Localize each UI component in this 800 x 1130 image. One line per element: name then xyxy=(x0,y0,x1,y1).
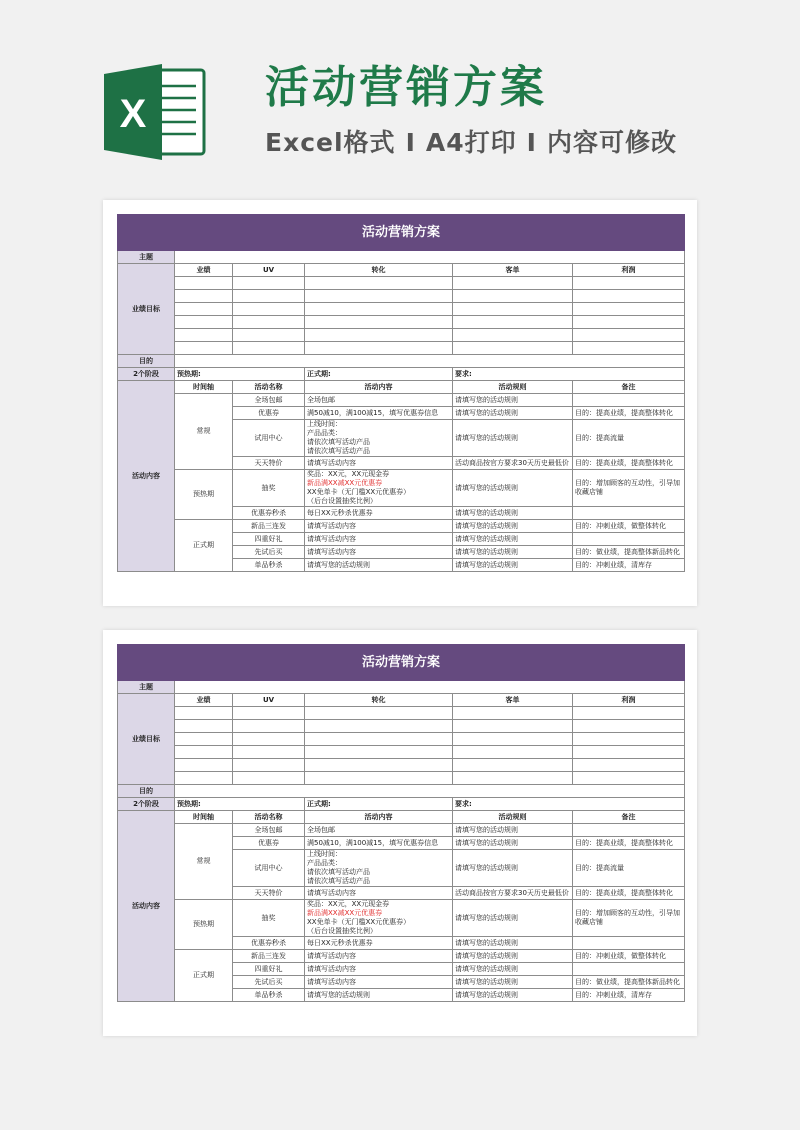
activity-content[interactable]: 满50减10，满100减15，填写优惠券信息 xyxy=(305,407,453,420)
sheet-title: 活动营销方案 xyxy=(118,215,685,251)
activity-name[interactable]: 四重好礼 xyxy=(233,533,305,546)
content-line-highlight: 新品满XX减XX元优惠券 xyxy=(307,479,383,487)
cell[interactable] xyxy=(573,746,685,759)
cell[interactable] xyxy=(453,303,573,316)
requirement-field[interactable]: 要求: xyxy=(453,798,685,811)
warmup-field[interactable]: 预热期: xyxy=(175,368,305,381)
cell[interactable] xyxy=(175,746,233,759)
cell[interactable] xyxy=(453,720,573,733)
purpose-label: 目的 xyxy=(118,785,175,798)
activity-name[interactable]: 先试后买 xyxy=(233,976,305,989)
perf-header: 客单 xyxy=(453,694,573,707)
content-label: 活动内容 xyxy=(118,381,175,572)
note-line: 目的：增加顾客的互动性，引导加 xyxy=(575,479,680,487)
requirement-field[interactable]: 要求: xyxy=(453,368,685,381)
activity-rule[interactable]: 请填写您的活动规则 xyxy=(453,950,573,963)
phase-cell: 正式期 xyxy=(175,520,233,572)
activity-content[interactable] xyxy=(305,850,453,887)
activity-rule[interactable]: 请填写您的活动规则 xyxy=(453,407,573,420)
activity-content[interactable]: 每日XX元秒杀优惠券 xyxy=(305,507,453,520)
content-header: 备注 xyxy=(573,811,685,824)
cell[interactable] xyxy=(175,342,233,355)
cell[interactable] xyxy=(573,772,685,785)
content-header: 活动内容 xyxy=(305,811,453,824)
cell[interactable] xyxy=(573,303,685,316)
perf-row xyxy=(118,290,685,303)
spreadsheet xyxy=(117,214,684,572)
content-header: 活动名称 xyxy=(233,811,305,824)
activity-name[interactable]: 先试后买 xyxy=(233,546,305,559)
theme-cell[interactable] xyxy=(175,251,685,264)
activity-note[interactable] xyxy=(573,470,685,507)
activity-name[interactable]: 单品秒杀 xyxy=(233,989,305,1002)
cell[interactable] xyxy=(175,720,233,733)
cell[interactable] xyxy=(573,316,685,329)
cell[interactable] xyxy=(573,329,685,342)
activity-name[interactable]: 抽奖 xyxy=(233,470,305,507)
cell[interactable] xyxy=(175,707,233,720)
cell[interactable] xyxy=(175,759,233,772)
cell[interactable] xyxy=(175,290,233,303)
activity-name[interactable]: 单品秒杀 xyxy=(233,559,305,572)
cell[interactable] xyxy=(175,329,233,342)
activity-note[interactable]: 目的：提高流量 xyxy=(573,850,685,887)
content-line: （后台设置抽奖比例） xyxy=(307,497,377,505)
activity-content[interactable]: 请填写活动内容 xyxy=(305,546,453,559)
perf-row xyxy=(118,720,685,733)
perf-row xyxy=(118,277,685,290)
activity-rule[interactable]: 请填写您的活动规则 xyxy=(453,837,573,850)
cell[interactable] xyxy=(305,290,453,303)
cell[interactable] xyxy=(305,277,453,290)
banner xyxy=(0,0,800,190)
cell[interactable] xyxy=(573,733,685,746)
activity-note[interactable]: 目的：冲刺业绩，清库存 xyxy=(573,559,685,572)
activity-name[interactable]: 抽奖 xyxy=(233,900,305,937)
sheet-preview-2 xyxy=(103,630,697,1036)
note-line: 收藏店铺 xyxy=(575,918,603,926)
activity-rule[interactable]: 请填写您的活动规则 xyxy=(453,824,573,837)
activity-content[interactable]: 请填写活动内容 xyxy=(305,520,453,533)
cell[interactable] xyxy=(573,759,685,772)
activity-row xyxy=(118,950,685,963)
activity-note[interactable] xyxy=(573,533,685,546)
activity-note[interactable] xyxy=(573,900,685,937)
svg-text:X: X xyxy=(119,92,147,136)
plan-table xyxy=(117,214,685,572)
phase-cell: 预热期 xyxy=(175,470,233,520)
perf-row xyxy=(118,746,685,759)
perf-row xyxy=(118,329,685,342)
cell[interactable] xyxy=(305,329,453,342)
activity-content[interactable]: 每日XX元秒杀优惠券 xyxy=(305,937,453,950)
activity-rule[interactable]: 请填写您的活动规则 xyxy=(453,394,573,407)
performance-label: 业绩目标 xyxy=(118,264,175,355)
activity-note[interactable]: 目的：提高业绩，提高整体转化 xyxy=(573,887,685,900)
stages-label: 2个阶段 xyxy=(118,368,175,381)
perf-header: 客单 xyxy=(453,264,573,277)
note-line: 目的：增加顾客的互动性，引导加 xyxy=(575,909,680,917)
content-line: XX免单卡（无门槛XX元优惠券） xyxy=(307,918,411,926)
cell[interactable] xyxy=(175,316,233,329)
activity-note[interactable] xyxy=(573,394,685,407)
activity-content[interactable]: 请填写活动内容 xyxy=(305,950,453,963)
activity-content[interactable] xyxy=(305,900,453,937)
activity-row xyxy=(118,824,685,837)
purpose-label: 目的 xyxy=(118,355,175,368)
perf-header: 转化 xyxy=(305,694,453,707)
subtitle-format: Excel格式 xyxy=(265,128,396,157)
content-line: 上线时间： xyxy=(307,420,342,428)
activity-note[interactable]: 目的：做业绩，提高整体新品转化 xyxy=(573,546,685,559)
cell[interactable] xyxy=(453,772,573,785)
theme-cell[interactable] xyxy=(175,681,685,694)
activity-rule[interactable]: 请填写您的活动规则 xyxy=(453,937,573,950)
cell[interactable] xyxy=(453,290,573,303)
warmup-field[interactable]: 预热期: xyxy=(175,798,305,811)
content-line: 奖品：XX元，XX元现金券 xyxy=(307,900,390,908)
activity-name[interactable]: 优惠券 xyxy=(233,837,305,850)
purpose-cell[interactable] xyxy=(175,785,685,798)
cell[interactable] xyxy=(453,277,573,290)
cell[interactable] xyxy=(453,733,573,746)
activity-note[interactable] xyxy=(573,824,685,837)
content-header: 时间轴 xyxy=(175,811,233,824)
perf-header: 利润 xyxy=(573,264,685,277)
cell[interactable] xyxy=(175,772,233,785)
subtitle-separator: I xyxy=(526,128,537,157)
perf-row xyxy=(118,733,685,746)
cell[interactable] xyxy=(305,316,453,329)
subtitle-print: A4打印 xyxy=(425,128,517,157)
content-line-highlight: 新品满XX减XX元优惠券 xyxy=(307,909,383,917)
cell[interactable] xyxy=(233,772,305,785)
cell[interactable] xyxy=(233,707,305,720)
cell[interactable] xyxy=(453,316,573,329)
activity-rule[interactable]: 请填写您的活动规则 xyxy=(453,546,573,559)
content-line: 请依次填写活动产品 xyxy=(307,877,370,885)
content-line: 上线时间： xyxy=(307,850,342,858)
activity-note[interactable]: 目的：提高业绩，提高整体转化 xyxy=(573,837,685,850)
activity-row xyxy=(118,470,685,507)
cell[interactable] xyxy=(175,277,233,290)
activity-note[interactable]: 目的：提高流量 xyxy=(573,420,685,457)
theme-label: 主题 xyxy=(118,251,175,264)
cell[interactable] xyxy=(305,303,453,316)
activity-rule[interactable]: 请填写您的活动规则 xyxy=(453,470,573,507)
cell[interactable] xyxy=(573,342,685,355)
content-line: 请依次填写活动产品 xyxy=(307,447,370,455)
perf-row xyxy=(118,316,685,329)
activity-note[interactable]: 目的：做业绩，提高整体新品转化 xyxy=(573,976,685,989)
subtitle-editable: 内容可修改 xyxy=(546,128,677,157)
activity-name[interactable]: 新品三连发 xyxy=(233,520,305,533)
perf-row xyxy=(118,759,685,772)
content-header: 活动内容 xyxy=(305,381,453,394)
activity-note[interactable] xyxy=(573,937,685,950)
activity-content[interactable]: 满50减10，满100减15，填写优惠券信息 xyxy=(305,837,453,850)
activity-note[interactable]: 目的：冲刺业绩，清库存 xyxy=(573,989,685,1002)
activity-rule[interactable]: 请填写您的活动规则 xyxy=(453,420,573,457)
activity-name[interactable]: 全场包邮 xyxy=(233,824,305,837)
activity-content[interactable]: 请填写活动内容 xyxy=(305,976,453,989)
cell[interactable] xyxy=(453,329,573,342)
cell[interactable] xyxy=(175,733,233,746)
cell[interactable] xyxy=(305,733,453,746)
cell[interactable] xyxy=(573,277,685,290)
activity-content[interactable]: 请填写您的活动规则 xyxy=(305,989,453,1002)
cell[interactable] xyxy=(305,759,453,772)
activity-rule[interactable]: 请填写您的活动规则 xyxy=(453,507,573,520)
excel-icon xyxy=(104,62,208,162)
activity-note[interactable]: 目的：冲刺业绩，做整体转化 xyxy=(573,950,685,963)
activity-rule[interactable]: 请填写您的活动规则 xyxy=(453,850,573,887)
cell[interactable] xyxy=(305,707,453,720)
activity-name[interactable]: 天天特价 xyxy=(233,887,305,900)
performance-label: 业绩目标 xyxy=(118,694,175,785)
activity-rule[interactable]: 请填写您的活动规则 xyxy=(453,963,573,976)
content-line: 奖品：XX元，XX元现金券 xyxy=(307,470,390,478)
perf-header: UV xyxy=(233,694,305,707)
cell[interactable] xyxy=(305,342,453,355)
perf-header: 转化 xyxy=(305,264,453,277)
cell[interactable] xyxy=(233,329,305,342)
activity-rule[interactable]: 请填写您的活动规则 xyxy=(453,900,573,937)
content-line: 请依次填写活动产品 xyxy=(307,868,370,876)
activity-name[interactable]: 四重好礼 xyxy=(233,963,305,976)
activity-row xyxy=(118,520,685,533)
cell[interactable] xyxy=(233,746,305,759)
phase-cell: 常规 xyxy=(175,394,233,470)
content-header: 活动规则 xyxy=(453,811,573,824)
content-label: 活动内容 xyxy=(118,811,175,1002)
content-header: 备注 xyxy=(573,381,685,394)
cell[interactable] xyxy=(453,746,573,759)
cell[interactable] xyxy=(573,720,685,733)
activity-rule[interactable]: 请填写您的活动规则 xyxy=(453,976,573,989)
cell[interactable] xyxy=(233,733,305,746)
subtitle-separator: I xyxy=(405,128,416,157)
activity-content[interactable]: 请填写活动内容 xyxy=(305,887,453,900)
cell[interactable] xyxy=(233,290,305,303)
activity-name[interactable]: 新品三连发 xyxy=(233,950,305,963)
activity-content[interactable]: 请填写活动内容 xyxy=(305,963,453,976)
stages-label: 2个阶段 xyxy=(118,798,175,811)
perf-row xyxy=(118,772,685,785)
activity-rule[interactable]: 活动商品按官方要求30天历史最低价 xyxy=(453,457,573,470)
cell[interactable] xyxy=(233,303,305,316)
cell[interactable] xyxy=(305,720,453,733)
cell[interactable] xyxy=(305,746,453,759)
cell[interactable] xyxy=(573,707,685,720)
activity-note[interactable]: 目的：冲刺业绩，做整体转化 xyxy=(573,520,685,533)
perf-header: 业绩 xyxy=(175,264,233,277)
cell[interactable] xyxy=(233,720,305,733)
content-line: 产品品类： xyxy=(307,859,342,867)
content-line: （后台设置抽奖比例） xyxy=(307,927,377,935)
main-title: 活动营销方案 xyxy=(265,62,547,113)
note-line: 收藏店铺 xyxy=(575,488,603,496)
cell[interactable] xyxy=(573,290,685,303)
cell[interactable] xyxy=(453,707,573,720)
activity-rule[interactable]: 请填写您的活动规则 xyxy=(453,520,573,533)
activity-content[interactable]: 请填写您的活动规则 xyxy=(305,559,453,572)
activity-rule[interactable]: 请填写您的活动规则 xyxy=(453,533,573,546)
formal-field[interactable]: 正式期: xyxy=(305,368,453,381)
purpose-cell[interactable] xyxy=(175,355,685,368)
subtitle xyxy=(265,126,677,160)
activity-content[interactable]: 请填写活动内容 xyxy=(305,533,453,546)
cell[interactable] xyxy=(233,342,305,355)
activity-rule[interactable]: 请填写您的活动规则 xyxy=(453,559,573,572)
activity-content[interactable]: 全场包邮 xyxy=(305,394,453,407)
content-header: 时间轴 xyxy=(175,381,233,394)
activity-content[interactable]: 请填写活动内容 xyxy=(305,457,453,470)
activity-note[interactable] xyxy=(573,507,685,520)
activity-note[interactable] xyxy=(573,963,685,976)
phase-cell: 正式期 xyxy=(175,950,233,1002)
activity-content[interactable] xyxy=(305,470,453,507)
activity-content[interactable]: 全场包邮 xyxy=(305,824,453,837)
activity-rule[interactable]: 请填写您的活动规则 xyxy=(453,989,573,1002)
activity-name[interactable]: 优惠券秒杀 xyxy=(233,937,305,950)
content-header: 活动名称 xyxy=(233,381,305,394)
activity-note[interactable]: 目的：提高业绩，提高整体转化 xyxy=(573,457,685,470)
activity-content[interactable] xyxy=(305,420,453,457)
perf-row xyxy=(118,707,685,720)
perf-row xyxy=(118,342,685,355)
activity-name[interactable]: 试用中心 xyxy=(233,850,305,887)
cell[interactable] xyxy=(305,772,453,785)
phase-cell: 常规 xyxy=(175,824,233,900)
activity-row xyxy=(118,394,685,407)
cell[interactable] xyxy=(453,759,573,772)
cell[interactable] xyxy=(233,316,305,329)
content-line: 请依次填写活动产品 xyxy=(307,438,370,446)
plan-table xyxy=(117,644,685,1002)
spreadsheet xyxy=(117,644,684,1002)
content-line: 产品品类： xyxy=(307,429,342,437)
sheet-preview-1 xyxy=(103,200,697,606)
activity-name[interactable]: 试用中心 xyxy=(233,420,305,457)
perf-header: 业绩 xyxy=(175,694,233,707)
cell[interactable] xyxy=(175,303,233,316)
activity-note[interactable]: 目的：提高业绩，提高整体转化 xyxy=(573,407,685,420)
cell[interactable] xyxy=(233,759,305,772)
sheet-title: 活动营销方案 xyxy=(118,645,685,681)
perf-row xyxy=(118,303,685,316)
content-line: XX免单卡（无门槛XX元优惠券） xyxy=(307,488,411,496)
activity-name[interactable]: 天天特价 xyxy=(233,457,305,470)
activity-name[interactable]: 全场包邮 xyxy=(233,394,305,407)
formal-field[interactable]: 正式期: xyxy=(305,798,453,811)
phase-cell: 预热期 xyxy=(175,900,233,950)
activity-name[interactable]: 优惠券 xyxy=(233,407,305,420)
cell[interactable] xyxy=(233,277,305,290)
activity-rule[interactable]: 活动商品按官方要求30天历史最低价 xyxy=(453,887,573,900)
activity-name[interactable]: 优惠券秒杀 xyxy=(233,507,305,520)
content-header: 活动规则 xyxy=(453,381,573,394)
theme-label: 主题 xyxy=(118,681,175,694)
cell[interactable] xyxy=(453,342,573,355)
perf-header: 利润 xyxy=(573,694,685,707)
activity-row xyxy=(118,900,685,937)
perf-header: UV xyxy=(233,264,305,277)
